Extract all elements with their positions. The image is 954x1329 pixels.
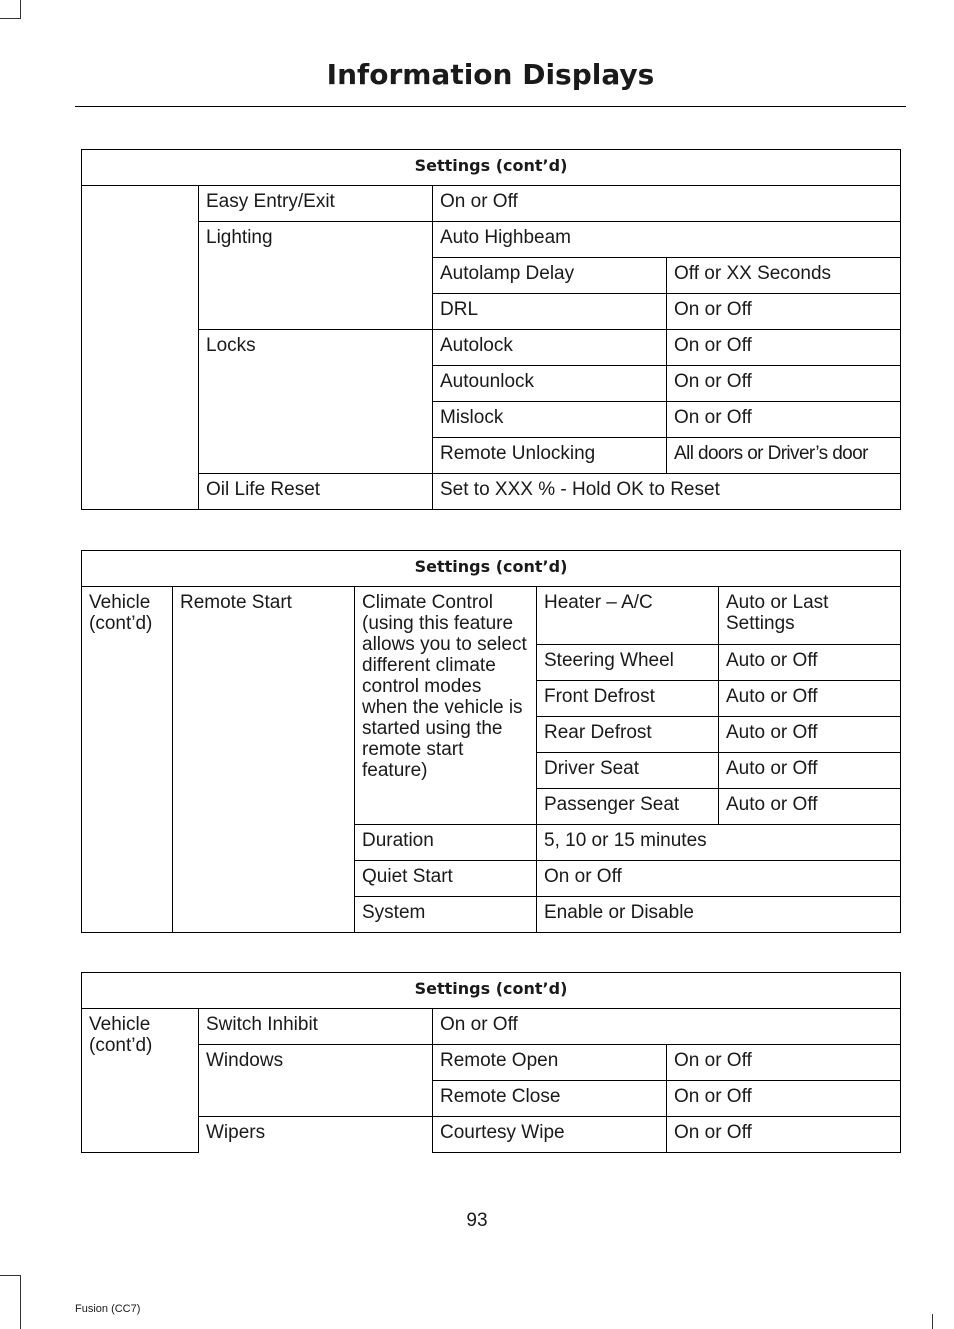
table-heading: Settings (cont’d): [82, 150, 901, 186]
table-row: [82, 474, 901, 510]
value-cell: Enable or Disable: [537, 897, 901, 933]
value-cell: Off or XX Seconds: [667, 258, 901, 294]
option-cell: Quiet Start: [355, 861, 537, 897]
crop-mark: [0, 18, 21, 19]
setting-cell: Wipers: [199, 1117, 433, 1153]
option-cell: Autounlock: [433, 366, 667, 402]
table-row: [82, 1117, 901, 1153]
value-cell: On or Off: [667, 366, 901, 402]
crop-mark: [20, 0, 21, 18]
value-cell: On or Off: [667, 330, 901, 366]
option-cell: DRL: [433, 294, 667, 330]
footer-model: Fusion (CC7): [75, 1303, 141, 1315]
crop-mark: [932, 1314, 933, 1329]
climate-control-cell: Climate Control (using this feature allows you to select different climate control modes when the vehicle is started using the remote start feature): [355, 587, 537, 825]
option-cell: Passenger Seat: [537, 789, 719, 825]
option-cell: Remote Unlocking: [433, 438, 667, 474]
value-cell: Auto or Off: [719, 753, 901, 789]
settings-table-2: [81, 550, 901, 933]
crop-mark: [20, 1275, 21, 1329]
option-cell: Heater – A/C: [537, 587, 719, 645]
setting-cell: Lighting: [199, 222, 433, 330]
value-cell: On or Off: [667, 1117, 901, 1153]
option-cell: Mislock: [433, 402, 667, 438]
category-cell: [82, 186, 199, 510]
option-cell: Remote Close: [433, 1081, 667, 1117]
crop-mark: [0, 1275, 21, 1276]
value-cell: On or Off: [433, 1009, 901, 1045]
table-row: [82, 587, 901, 645]
option-cell: Duration: [355, 825, 537, 861]
settings-table-1: [81, 149, 901, 510]
value-cell: Set to XXX % - Hold OK to Reset: [433, 474, 901, 510]
category-cell: Vehicle (cont’d): [82, 1009, 199, 1153]
option-cell: Driver Seat: [537, 753, 719, 789]
table-heading: Settings (cont’d): [82, 551, 901, 587]
setting-cell: Switch Inhibit: [199, 1009, 433, 1045]
setting-cell: Windows: [199, 1045, 433, 1117]
settings-table-3: [81, 972, 901, 1153]
option-cell: Autolock: [433, 330, 667, 366]
option-cell: Front Defrost: [537, 681, 719, 717]
value-cell: On or Off: [667, 1081, 901, 1117]
option-cell: System: [355, 897, 537, 933]
value-cell: Auto or Off: [719, 789, 901, 825]
value-cell: On or Off: [667, 402, 901, 438]
table-row: [82, 1045, 901, 1081]
setting-cell: Locks: [199, 330, 433, 474]
table-row: [82, 330, 901, 366]
option-cell: Courtesy Wipe: [433, 1117, 667, 1153]
title-rule: [75, 106, 906, 107]
page-title: Information Displays: [326, 58, 655, 91]
option-cell: Steering Wheel: [537, 645, 719, 681]
value-cell: Auto or Off: [719, 681, 901, 717]
setting-cell: Remote Start: [173, 587, 355, 933]
table-heading: Settings (cont’d): [82, 973, 901, 1009]
page-number: 93: [466, 1210, 488, 1231]
value-cell: Auto or Off: [719, 717, 901, 753]
setting-cell: Easy Entry/Exit: [199, 186, 433, 222]
value-cell: Auto Highbeam: [433, 222, 901, 258]
value-cell: On or Off: [667, 294, 901, 330]
option-cell: Autolamp Delay: [433, 258, 667, 294]
table-row: [82, 186, 901, 222]
table-row: [82, 1009, 901, 1045]
category-cell: Vehicle (cont’d): [82, 587, 173, 933]
option-cell: Remote Open: [433, 1045, 667, 1081]
value-cell: On or Off: [433, 186, 901, 222]
table-row: [82, 222, 901, 258]
setting-cell: Oil Life Reset: [199, 474, 433, 510]
value-cell: All doors or Driver’s door: [667, 438, 901, 474]
value-cell: Auto or Off: [719, 645, 901, 681]
value-cell: 5, 10 or 15 minutes: [537, 825, 901, 861]
value-cell: On or Off: [537, 861, 901, 897]
value-cell: On or Off: [667, 1045, 901, 1081]
option-cell: Rear Defrost: [537, 717, 719, 753]
value-cell: Auto or Last Settings: [719, 587, 901, 645]
